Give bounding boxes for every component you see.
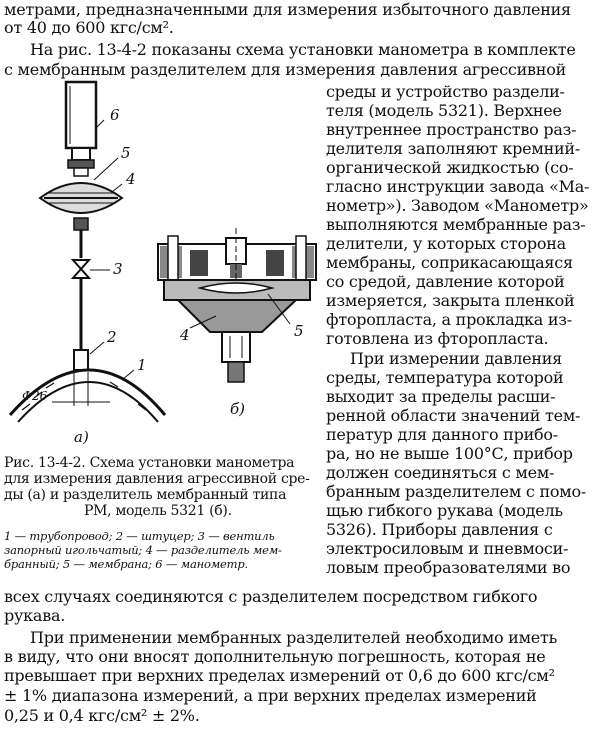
label-5: 5 — [294, 322, 304, 340]
text-line-bottom: ± 1% диапазона измерений, а при верхних пределах измерений — [4, 686, 537, 705]
caption-line: для измерения давления агрессивной сре- — [4, 471, 310, 487]
text-line-right: должен соединяться с мем- — [326, 463, 555, 482]
text-line-right: измеряется, закрыта пленкой — [326, 291, 575, 310]
panel-label-a: а) — [74, 428, 89, 446]
text-line-top-3: На рис. 13-4-2 показаны схема установки манометра в комплекте — [30, 40, 576, 59]
label-6: 6 — [110, 106, 120, 124]
text-line-right: гласно инструкции завода «Ма- — [326, 177, 590, 196]
valve-3 — [73, 260, 89, 278]
text-line-right: делители, у которых сторона — [326, 234, 566, 253]
text-line-bottom: 0,25 и 0,4 кгс/см² ± 2%. — [4, 706, 200, 725]
label-4: 4 — [126, 170, 136, 188]
text-line-right: выполняются мембранные раз- — [326, 215, 586, 234]
label-1: 1 — [137, 356, 147, 374]
text-line-bottom: превышает при верхних пределах измерений от 0,6 до 600 кгс/см² — [4, 666, 555, 685]
text-line-right: ловым преобразователями во — [326, 558, 571, 577]
text-line-right: 5326). Приборы давления с — [326, 520, 553, 539]
text-line-top-4: с мембранным разделителем для измерения давления агрессивной — [4, 60, 566, 79]
panel-label-b: б) — [230, 400, 246, 418]
text-line-right: готовлена из фторопласта. — [326, 329, 549, 348]
text-line-bottom: всех случаях соединяются с разделителем посредством гибкого — [4, 587, 538, 606]
text-line-bottom: рукава. — [4, 606, 66, 625]
text-line-right: делителя заполняют кремний- — [326, 139, 580, 158]
text-line-right: среды и устройство раздели- — [326, 82, 565, 101]
text-line-right: фторопласта, а прокладка из- — [326, 310, 572, 329]
label-4: 4 — [180, 326, 190, 344]
text-line-right: выходит за пределы расши- — [326, 387, 556, 406]
caption-line: РМ, модель 5321 (б). — [84, 503, 232, 519]
fitting-2 — [74, 350, 88, 370]
label-5: 5 — [121, 144, 131, 162]
text-line-right: органической жидкостью (со- — [326, 158, 574, 177]
figure-b-membrane-separator — [150, 228, 322, 420]
text-line-right: мембраны, соприкасающаяся — [326, 253, 573, 272]
figure-a-manometer-installation — [0, 80, 170, 450]
text-line-bottom: При применении мембранных разделителей необходимо иметь — [30, 628, 558, 647]
text-line-right: ра, но не выше 100°С, прибор — [326, 444, 573, 463]
text-line-top-2: от 40 до 600 кгс/см². — [4, 18, 174, 37]
text-line-right: со средой, давление которой — [326, 272, 565, 291]
text-line-right: среды, температура которой — [326, 368, 564, 387]
legend-line: 1 — трубопровод; 2 — штуцер; 3 — вентиль — [4, 529, 275, 543]
legend-line: бранный; 5 — мембрана; 6 — манометр. — [4, 557, 248, 571]
text-line-right: теля (модель 5321). Верхнее — [326, 101, 562, 120]
text-line-right: щью гибкого рукава (модель — [326, 501, 563, 520]
text-line-right: ператур для данного прибо- — [326, 425, 558, 444]
text-line-right: нометр»). Заводом «Манометр» — [326, 196, 589, 215]
label-3: 3 — [113, 260, 123, 278]
legend-line: запорный игольчатый; 4 — разделитель мем- — [4, 543, 282, 557]
text-line-right: бранным разделителем с помо- — [326, 482, 586, 501]
text-line-right: При измерении давления — [350, 349, 562, 368]
dimension-label: Ф26 — [22, 389, 48, 403]
label-2: 2 — [107, 328, 117, 346]
text-line-top-1: метрами, предназначенными для измерения избыточного давления — [4, 0, 571, 19]
separator-body-4 — [178, 300, 296, 332]
text-line-bottom: в виду, что они вносят дополнительную погрешность, которая не — [4, 647, 546, 666]
text-line-right: ренной области значений тем- — [326, 406, 581, 425]
text-line-right: электросиловым и пневмоси- — [326, 539, 569, 558]
caption-line: ды (а) и разделитель мембранный типа — [4, 487, 287, 503]
caption-line: Рис. 13-4-2. Схема установки манометра — [4, 455, 295, 471]
text-line-right: внутреннее пространство раз- — [326, 120, 577, 139]
